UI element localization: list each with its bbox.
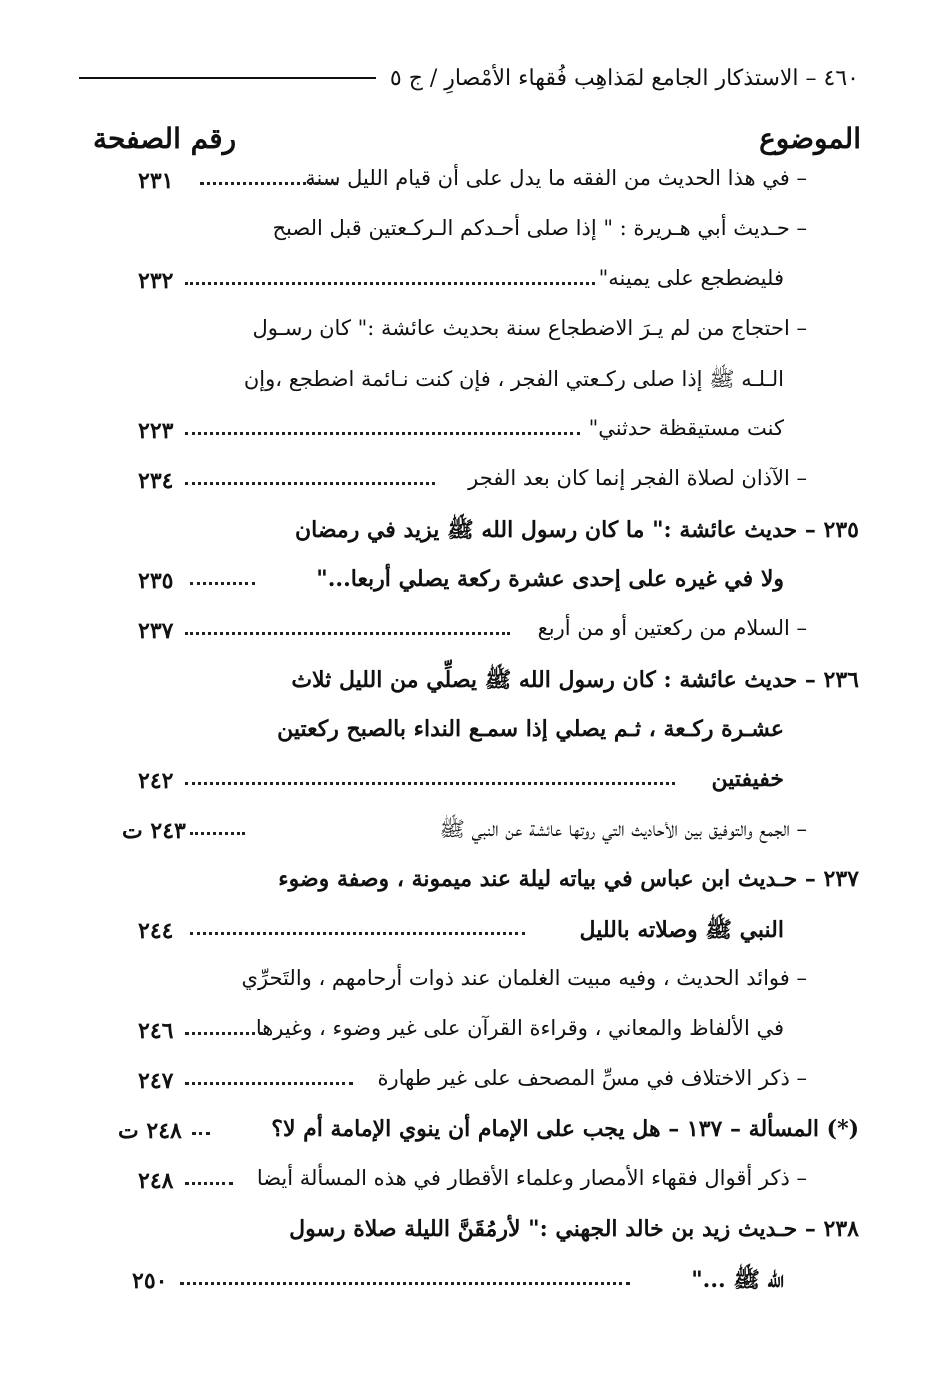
- entry-line: ٢٣٥ – حديث عائشة :" ما كان رسول الله ﷺ يزيد في رمضان: [294, 517, 859, 543]
- leader-dots: [200, 182, 338, 185]
- running-header-title: ٤٦٠ – الاستذكار الجامع لمَذاهِب فُقهاء الأمْصارِ / ج ٥: [389, 65, 859, 91]
- entry-line: – فوائد الحديث ، وفيه مبيت الغلمان عند ذوات أرحامهم ، والتَحرِّي: [241, 966, 807, 990]
- leader-dots: [185, 282, 595, 285]
- leader-dots: [190, 582, 255, 585]
- index-entry: [0, 1160, 929, 1210]
- index-entry: [0, 610, 929, 660]
- topic-heading: الموضوع: [759, 121, 861, 155]
- leader-dots: [192, 1132, 210, 1135]
- entry-line: – احتجاج من لم يـرَ الاضطجاع سنة بحديث عائشة :" كان رسـول: [252, 316, 807, 340]
- leader-dots: [190, 832, 245, 835]
- leader-dots: [185, 482, 435, 485]
- entry-line: – ذكر الاختلاف في مسِّ المصحف على غير طهارة: [377, 1066, 807, 1090]
- entry-page-number: ٢٤٨ ت: [118, 1118, 182, 1144]
- entry-page-number: ٢٣١: [138, 168, 174, 194]
- entry-page-number: ٢٣٥: [138, 568, 174, 594]
- index-entry: [0, 210, 929, 310]
- header-rule: [79, 77, 376, 79]
- entry-page-number: ٢٤٨: [138, 1168, 174, 1194]
- entry-line: – ذكر أقوال فقهاء الأمصار وعلماء الأقطار في هذه المسألة أيضا: [256, 1166, 807, 1190]
- page-number-heading: رقم الصفحة: [93, 121, 237, 155]
- entry-page-number: ٢٤٤: [138, 918, 174, 944]
- entry-page-number: ٢٤٧: [138, 1068, 174, 1094]
- index-entry-major: [0, 860, 929, 960]
- entry-line: ٢٣٨ – حـديث زيد بن خالد الجهني :" لأرمُقَنَّ الليلة صلاة رسول: [289, 1216, 859, 1242]
- entry-line: فليضطجع على يمينه": [598, 266, 784, 290]
- index-entry: [0, 1060, 929, 1110]
- index-entry-major: [0, 510, 929, 610]
- entry-page-number: ٢٤٣ ت: [122, 818, 186, 844]
- entry-page-number: ٢٤٢: [138, 768, 174, 794]
- leader-dots: [185, 782, 675, 785]
- index-entry: [0, 960, 929, 1060]
- leader-dots: [185, 1082, 353, 1085]
- index-entry: [0, 460, 929, 510]
- entry-line: – في هذا الحديث من الفقه ما يدل على أن قيام الليل سنة: [305, 166, 807, 190]
- entry-line: ٢٣٦ – حديث عائشة : كان رسول الله ﷺ يصلِّي من الليل ثلاث: [291, 667, 859, 693]
- index-entry-major: [0, 1210, 929, 1310]
- entry-page-number: ٢٣٧: [138, 618, 174, 644]
- leader-dots: [190, 932, 525, 935]
- entry-line: النبي ﷺ وصلاته بالليل: [579, 917, 784, 943]
- index-entry: [0, 810, 929, 860]
- column-headings: [93, 118, 861, 158]
- entry-page-number: ٢٤٦: [138, 1018, 174, 1044]
- entry-line: الـلـه ﷺ إذا صلى ركـعتي الفجر ، فإن كنت نـائمة اضطجع ،وإن: [243, 367, 784, 391]
- leader-dots: [185, 632, 510, 635]
- entry-line: في الألفاظ والمعاني ، وقراءة القرآن على غير وضوء ، وغيرها: [255, 1016, 784, 1040]
- leader-dots: [185, 432, 580, 435]
- leader-dots: [185, 1182, 233, 1185]
- index-entry-major: [0, 1110, 929, 1160]
- entry-line: عشـرة ركـعة ، ثـم يصلي إذا سمـع النداء بالصبح ركعتين: [277, 716, 784, 742]
- entry-line: – السلام من ركعتين أو من أربع: [537, 616, 807, 640]
- entry-line: ٢٣٧ – حـديث ابن عباس في بياته ليلة عند ميمونة ، وصفة وضوء: [278, 866, 859, 892]
- entry-line: كنت مستيقظة حدثني": [588, 416, 784, 440]
- entry-line: ولا في غيره على إحدى عشرة ركعة يصلي أربعا...": [316, 566, 784, 592]
- entry-line: – الآذان لصلاة الفجر إنما كان بعد الفجر: [468, 466, 807, 490]
- index-entry: [0, 160, 929, 210]
- index-entries: [0, 160, 929, 1310]
- entry-line: خفيفتين: [711, 766, 784, 792]
- entry-line: – حـديث أبي هـريرة : " إذا صلى أحـدكم الـركـعتين قبل الصبح: [272, 216, 807, 240]
- entry-line: (*) المسألة – ١٣٧ – هل يجب على الإمام أن ينوي الإمامة أم لا؟: [271, 1116, 859, 1142]
- running-header: [79, 58, 859, 98]
- entry-page-number: ٢٢٣: [138, 418, 174, 444]
- leader-dots: [185, 1032, 263, 1035]
- entry-line: – الجمع والتوفيق بين الأحاديث التي روتها عائشة عن النبي ﷺ: [439, 817, 807, 841]
- entry-page-number: ٢٣٢: [138, 268, 174, 294]
- index-entry-major: [0, 660, 929, 810]
- leader-dots: [180, 1282, 630, 1285]
- index-entry: [0, 310, 929, 460]
- entry-page-number: ٢٣٤: [138, 468, 174, 494]
- entry-line: الله ﷺ ...": [691, 1267, 784, 1293]
- entry-page-number: ٢٥٠: [132, 1268, 168, 1294]
